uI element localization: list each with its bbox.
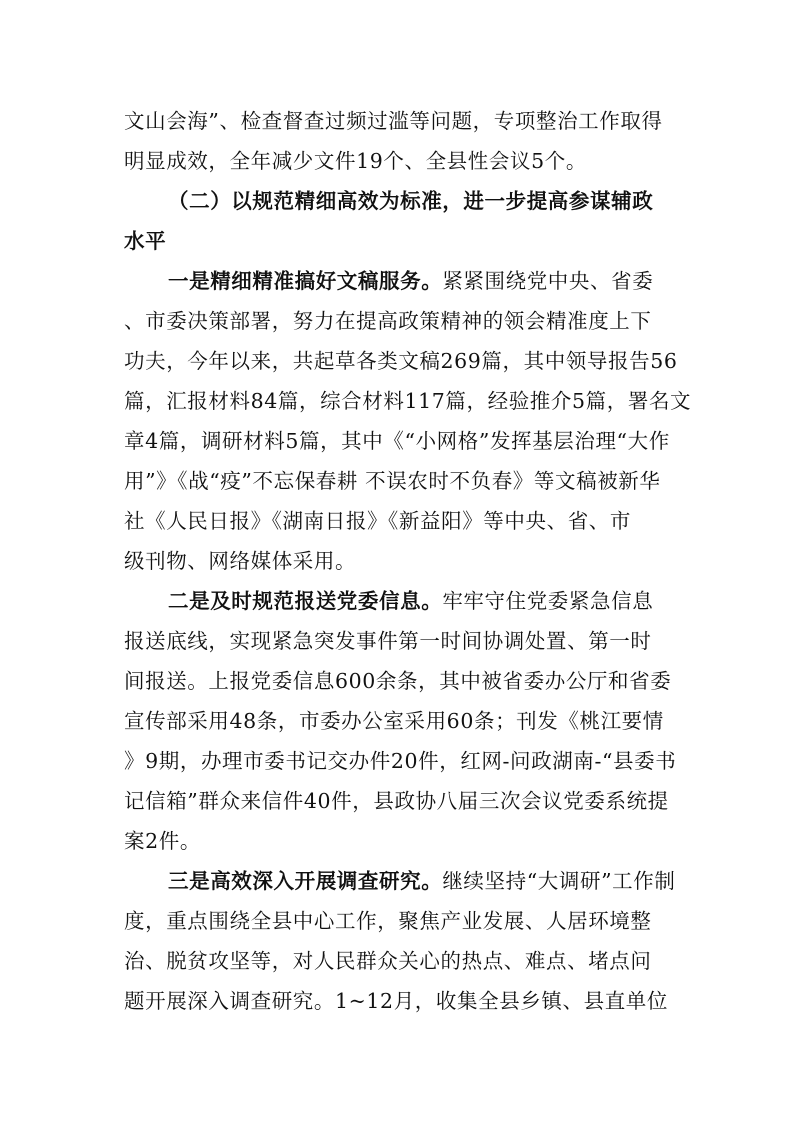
line-text: 文山会海”、检查督查过频过滥等问题，专项整治工作取得	[124, 109, 663, 133]
line-text: 用”》《战“疫”不忘保春耕 不误农时不负春》等文稿被新华	[124, 469, 661, 493]
line-text: 紧紧围绕党中央、省委	[442, 269, 654, 293]
section-heading	[168, 187, 708, 215]
text-line	[124, 907, 664, 935]
text-line	[124, 147, 664, 175]
paragraph-first-line	[168, 867, 708, 895]
line-text: 级刊物、网络媒体采用。	[124, 549, 357, 573]
paragraph-lead: 三是高效深入开展调查研究。	[168, 869, 443, 893]
paragraph-lead: 二是及时规范报送党委信息。	[168, 589, 443, 613]
line-text: 、市委决策部署，努力在提高政策精神的领会精准度上下	[124, 309, 652, 333]
text-line	[124, 747, 677, 775]
text-line	[124, 427, 670, 455]
text-line	[124, 467, 664, 495]
text-line	[124, 507, 664, 535]
paragraph-lead: 一是精细精准搞好文稿服务。	[168, 269, 443, 293]
section-heading-text: （二）以规范精细高效为标准，进一步提高参谋辅政	[168, 189, 654, 213]
text-line	[124, 107, 664, 135]
text-line	[124, 307, 664, 335]
line-text: 功夫，今年以来，共起草各类文稿269篇，其中领导报告56	[124, 349, 678, 373]
line-text: 章4篇，调研材料5篇，其中《“小网格”发挥基层治理“大作	[124, 429, 670, 453]
paragraph-first-line	[168, 267, 708, 295]
line-text: 度，重点围绕全县中心工作，聚焦产业发展、人居环境整	[124, 909, 652, 933]
paragraph-first-line	[168, 587, 708, 615]
line-text: 牢牢守住党委紧急信息	[442, 589, 654, 613]
line-text: 明显成效，全年减少文件19个、全县性会议5个。	[124, 149, 587, 173]
text-line	[124, 547, 664, 575]
text-line	[124, 947, 664, 975]
line-text: 报送底线，实现紧急突发事件第一时间协调处置、第一时	[124, 629, 652, 653]
text-line	[124, 667, 672, 695]
text-line	[124, 827, 664, 855]
line-text: 社《人民日报》《湖南日报》《新益阳》等中央、省、市	[124, 509, 631, 533]
line-text: 记信箱”群众来信件40件，县政协八届三次会议党委系统提	[124, 789, 669, 813]
line-text: 》9期，办理市委书记交办件20件，红网-问政湖南-“县委书	[124, 749, 677, 773]
text-line	[124, 387, 692, 415]
text-line	[124, 987, 669, 1015]
line-text: 间报送。上报党委信息600余条，其中被省委办公厅和省委	[124, 669, 672, 693]
text-line	[124, 787, 669, 815]
section-heading-continuation	[124, 227, 664, 255]
line-text: 篇，汇报材料84篇，综合材料117篇，经验推介5篇，署名文	[124, 389, 692, 413]
line-text: 题开展深入调查研究。1~12月，收集全县乡镇、县直单位	[124, 989, 669, 1013]
line-text: 宣传部采用48条，市委办公室采用60条；刊发《桃江要情	[124, 709, 664, 733]
text-line	[124, 627, 664, 655]
section-heading-text: 水平	[124, 229, 167, 253]
text-line	[124, 347, 678, 375]
line-text: 治、脱贫攻坚等，对人民群众关心的热点、难点、堵点问	[124, 949, 652, 973]
line-text: 继续坚持“大调研”工作制	[442, 869, 676, 893]
text-line	[124, 707, 664, 735]
line-text: 案2件。	[124, 829, 201, 853]
